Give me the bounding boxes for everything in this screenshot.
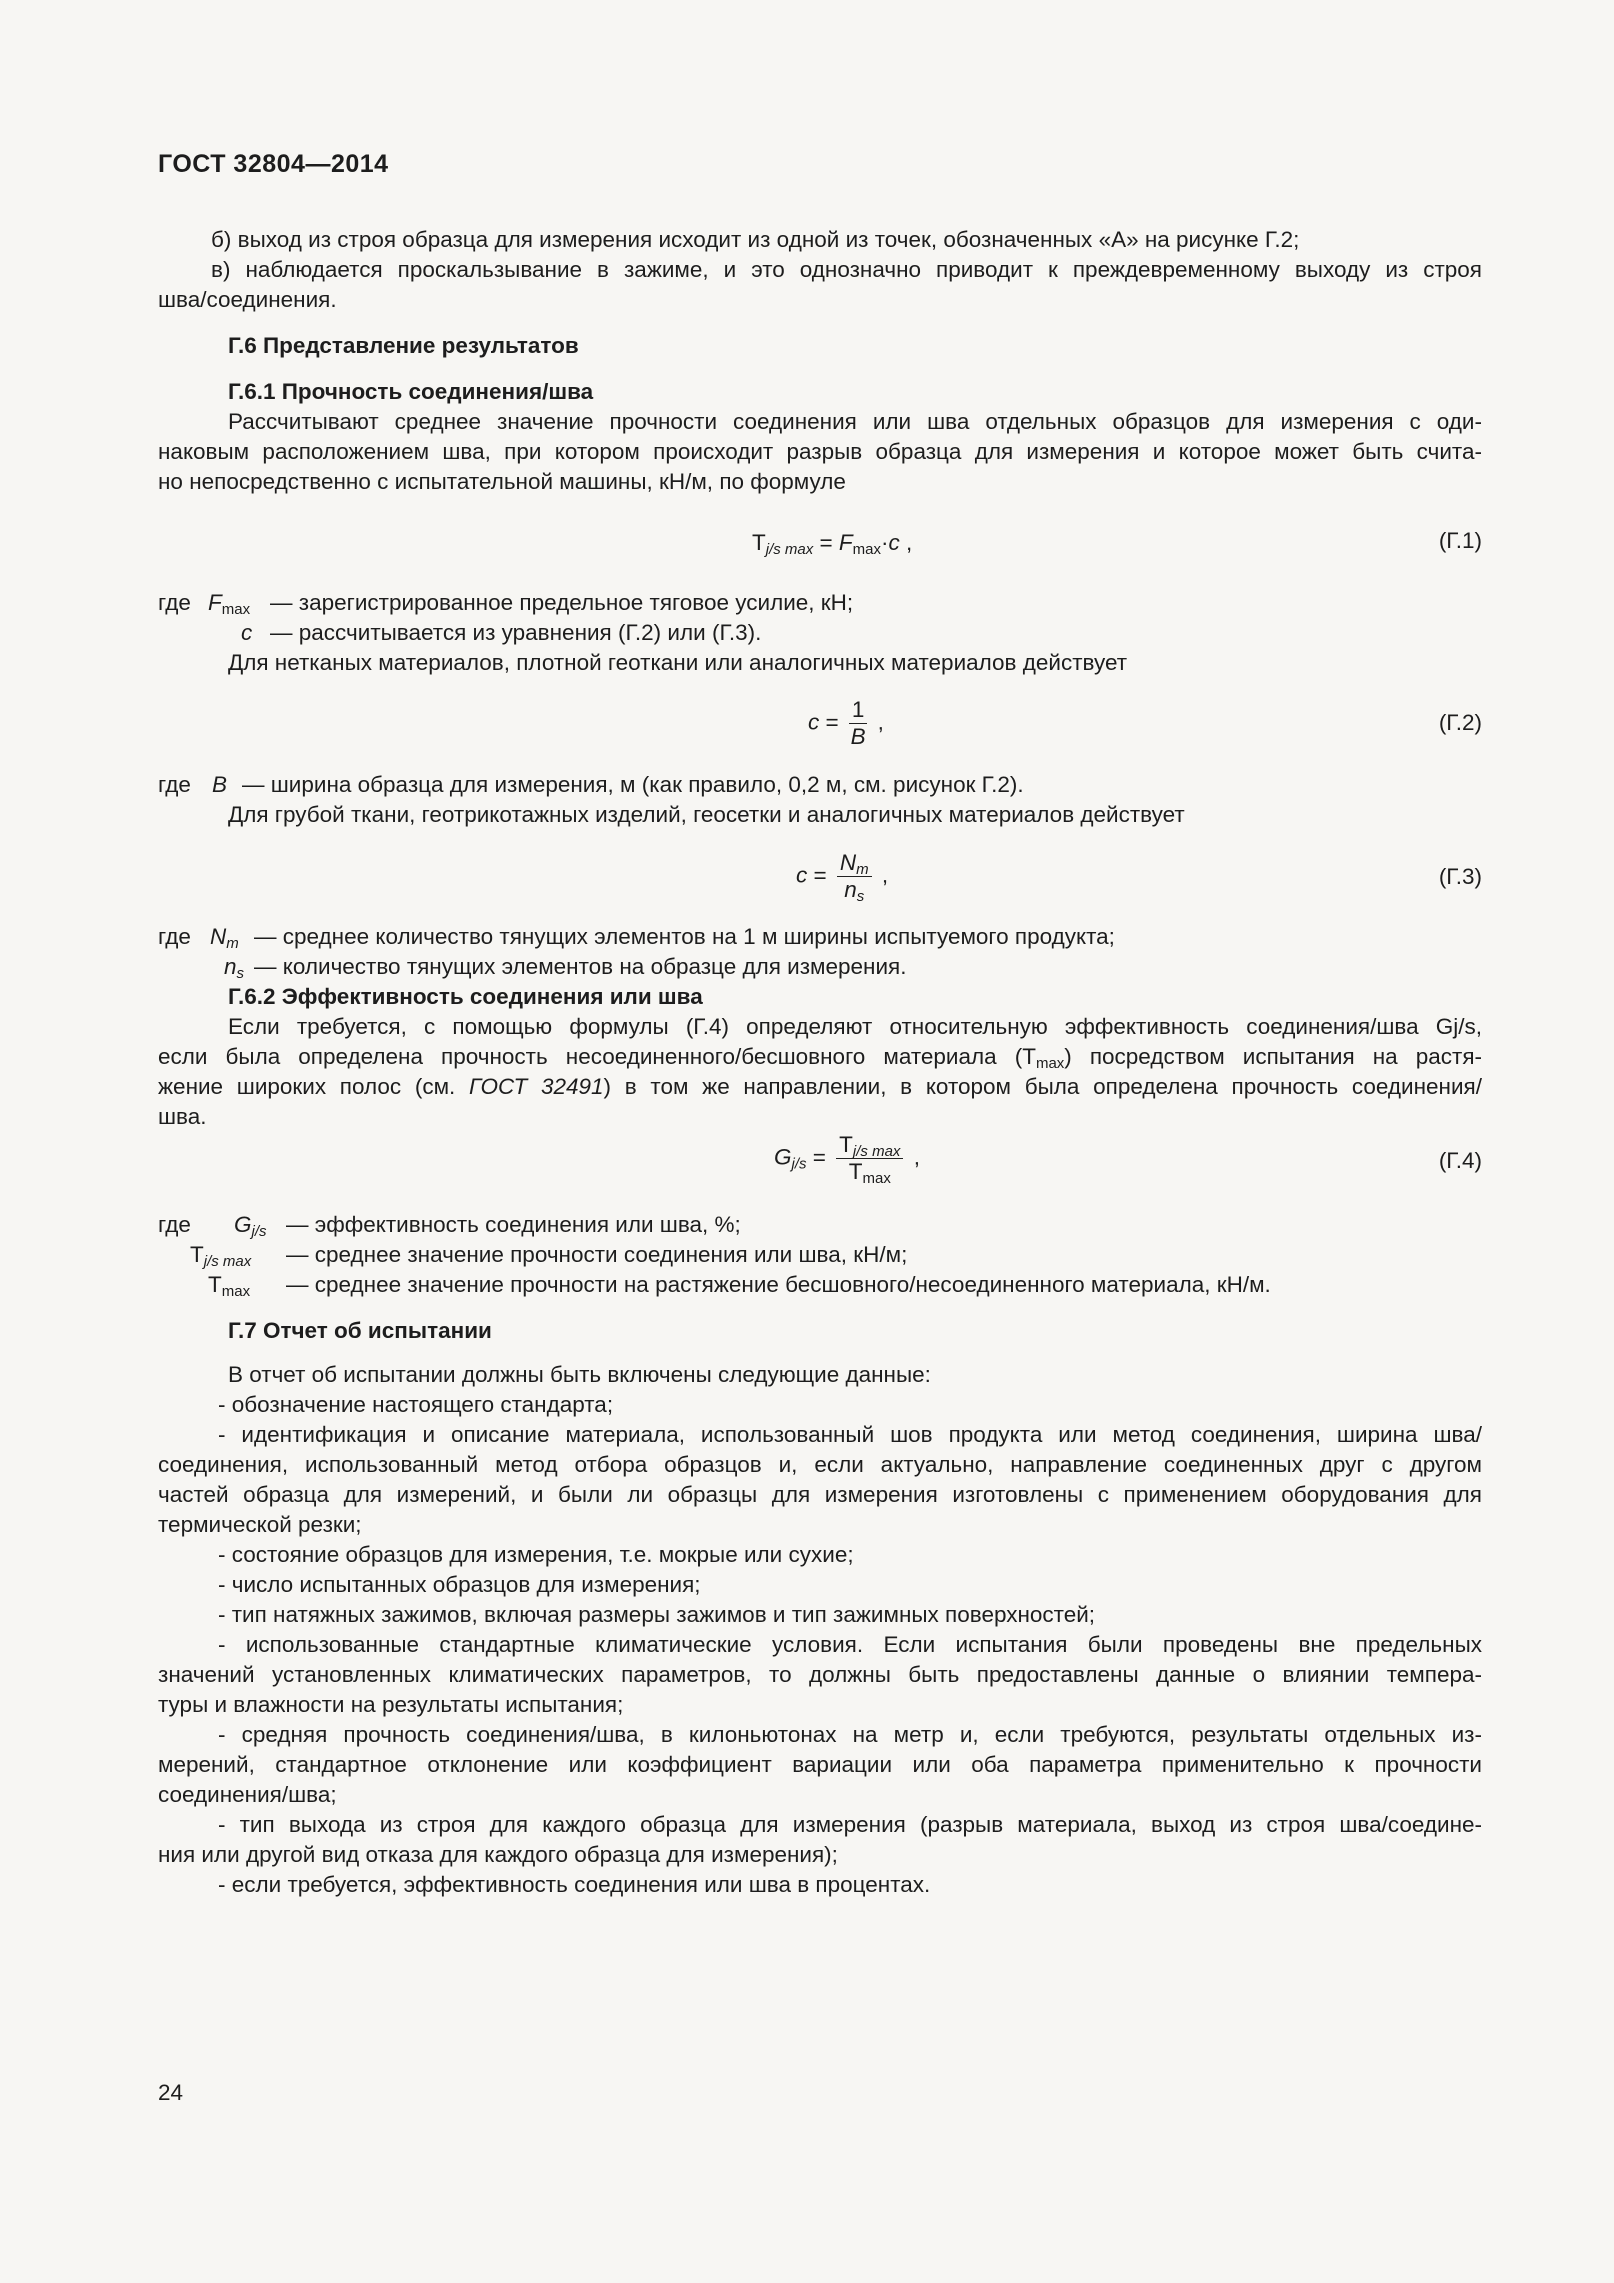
paragraph-line: Для грубой ткани, геотрикотажных изделий, геосетки и аналогичных материалов действует — [228, 802, 1185, 827]
definition-tjsmax: — среднее значение прочности соединения или шва, кН/м; — [286, 1242, 908, 1267]
list-item-cont: термической резки; — [158, 1512, 362, 1537]
list-item: - обозначение настоящего стандарта; — [218, 1392, 614, 1417]
page-number: 24 — [158, 2080, 184, 2105]
equation-number: (Г.2) — [1438, 710, 1482, 735]
formula-g2: c = $\frac{1}{B}$ , — [808, 697, 884, 749]
list-item-cont: частей образца для измерений, и были ли образцы для измерения изготовлены с применением оборудования для — [158, 1482, 1482, 1507]
list-item-b: б) выход из строя образца для измерения исходит из одной из точек, обозначенных «А» на рисунке Г.2; — [211, 227, 1300, 252]
definition-fmax: — зарегистрированное предельное тяговое усилие, кН; — [270, 590, 854, 615]
definition-nm: — среднее количество тянущих элементов на 1 м ширины испытуемого продукта; — [254, 924, 1115, 949]
definition-tmax: — среднее значение прочности на растяжение бесшовного/несоединенного материала, кН/м. — [286, 1272, 1271, 1297]
symbol-c: c — [241, 620, 253, 645]
where-label: где — [158, 1212, 191, 1237]
list-item: - использованные стандартные климатические условия. Если испытания были проведены вне предельных — [218, 1632, 1482, 1657]
formula-g3: c = $\frac{N_m}{n_s}$ , — [796, 850, 889, 905]
list-item-cont: соединения/шва; — [158, 1782, 337, 1807]
equation-number: (Г.1) — [1438, 528, 1482, 553]
list-item-v: в) наблюдается проскальзывание в зажиме, и это однозначно приводит к преждевременному выходу из строя — [211, 257, 1482, 282]
list-item-cont: туры и влажности на результаты испытания; — [158, 1692, 624, 1717]
list-item: - идентификация и описание материала, использованный шов продукта или метод соединения, ширина шва/ — [218, 1422, 1482, 1447]
paragraph-line: но непосредственно с испытательной машины, кН/м, по формуле — [158, 469, 846, 494]
section-title-g6: Г.6 Представление результатов — [228, 333, 579, 358]
list-item: - тип натяжных зажимов, включая размеры зажимов и тип зажимных поверхностей; — [218, 1602, 1096, 1627]
symbol-tmax: $T_{max}$ — [208, 1272, 251, 1300]
definition-gjs: — эффективность соединения или шва, %; — [286, 1212, 741, 1237]
list-item: - состояние образцов для измерения, т.е. мокрые или сухие; — [218, 1542, 854, 1567]
list-item-cont: значений установленных климатических параметров, то должны быть предоставлены данные о влиянии темпера- — [158, 1662, 1482, 1687]
definition-ns: — количество тянущих элементов на образце для измерения. — [254, 954, 907, 979]
paragraph-line: Если требуется, с помощью формулы (Г.4) определяют относительную эффективность соединения/шва Gj/s, — [228, 1014, 1482, 1039]
definition-b: — ширина образца для измерения, м (как правило, 0,2 м, см. рисунок Г.2). — [242, 772, 1024, 797]
list-item: - число испытанных образцов для измерения; — [218, 1572, 701, 1597]
formula-g4: $G_{j/s}$ = $\frac{T_{j/s max}}{T_{max}}$ , — [774, 1132, 920, 1187]
paragraph-line: если была определена прочность несоединенного/бесшовного материала $(T_{max})$ посредством испытания на растя- — [158, 1044, 1482, 1072]
symbol-gjs: $G_{j/s}$ — [234, 1212, 267, 1240]
definition-c: — рассчитывается из уравнения (Г.2) или (Г.3). — [270, 620, 762, 645]
paragraph-line: Рассчитывают среднее значение прочности соединения или шва отдельных образцов для измерения с оди- — [228, 409, 1482, 434]
symbol-b: B — [212, 772, 228, 797]
list-item: - средняя прочность соединения/шва, в килоньютонах на метр и, если требуются, результаты отдельных из- — [218, 1722, 1482, 1747]
list-item: - если требуется, эффективность соединения или шва в процентах. — [218, 1872, 931, 1897]
list-item-cont: мерений, стандартное отклонение или коэффициент вариации или оба параметра применительно к прочности — [158, 1752, 1482, 1777]
equation-number: (Г.4) — [1438, 1148, 1482, 1173]
where-label: где — [158, 772, 191, 797]
section-title-g62: Г.6.2 Эффективность соединения или шва — [228, 984, 703, 1009]
symbol-tjsmax: $T_{j/s max}$ — [190, 1242, 252, 1270]
section-title-g61: Г.6.1 Прочность соединения/шва — [228, 379, 594, 404]
formula-g1: $T_{j/s max} = F_{max}\cdot c$ , — [752, 530, 913, 558]
list-item-v-cont: шва/соединения. — [158, 287, 337, 312]
paragraph-line: шва. — [158, 1104, 207, 1129]
equation-number: (Г.3) — [1438, 864, 1482, 889]
section-title-g7: Г.7 Отчет об испытании — [228, 1318, 492, 1343]
list-item-cont: соединения, использованный метод отбора образцов и, если актуально, направление соединенных друг с другом — [158, 1452, 1482, 1477]
symbol-nm: $N_m$ — [210, 924, 239, 952]
symbol-ns: $n_s$ — [224, 954, 245, 982]
list-item: - тип выхода из строя для каждого образца для измерения (разрыв материала, выход из строя шва/соедине- — [218, 1812, 1482, 1837]
paragraph-line: наковым расположением шва, при котором происходит разрыв образца для измерения и которое может быть счита- — [158, 439, 1482, 464]
standard-header: ГОСТ 32804—2014 — [158, 150, 389, 178]
paragraph-line: Для нетканых материалов, плотной геоткани или аналогичных материалов действует — [228, 650, 1128, 675]
list-item-cont: ния или другой вид отказа для каждого образца для измерения); — [158, 1842, 838, 1867]
symbol-fmax: $F_{max}$ — [208, 590, 251, 618]
paragraph-line: В отчет об испытании должны быть включены следующие данные: — [228, 1362, 931, 1387]
paragraph-line: жение широких полос (см. ГОСТ 32491) в том же направлении, в котором была определена прочность соединения/ — [158, 1074, 1482, 1099]
where-label: где — [158, 924, 191, 949]
where-label: где — [158, 590, 191, 615]
